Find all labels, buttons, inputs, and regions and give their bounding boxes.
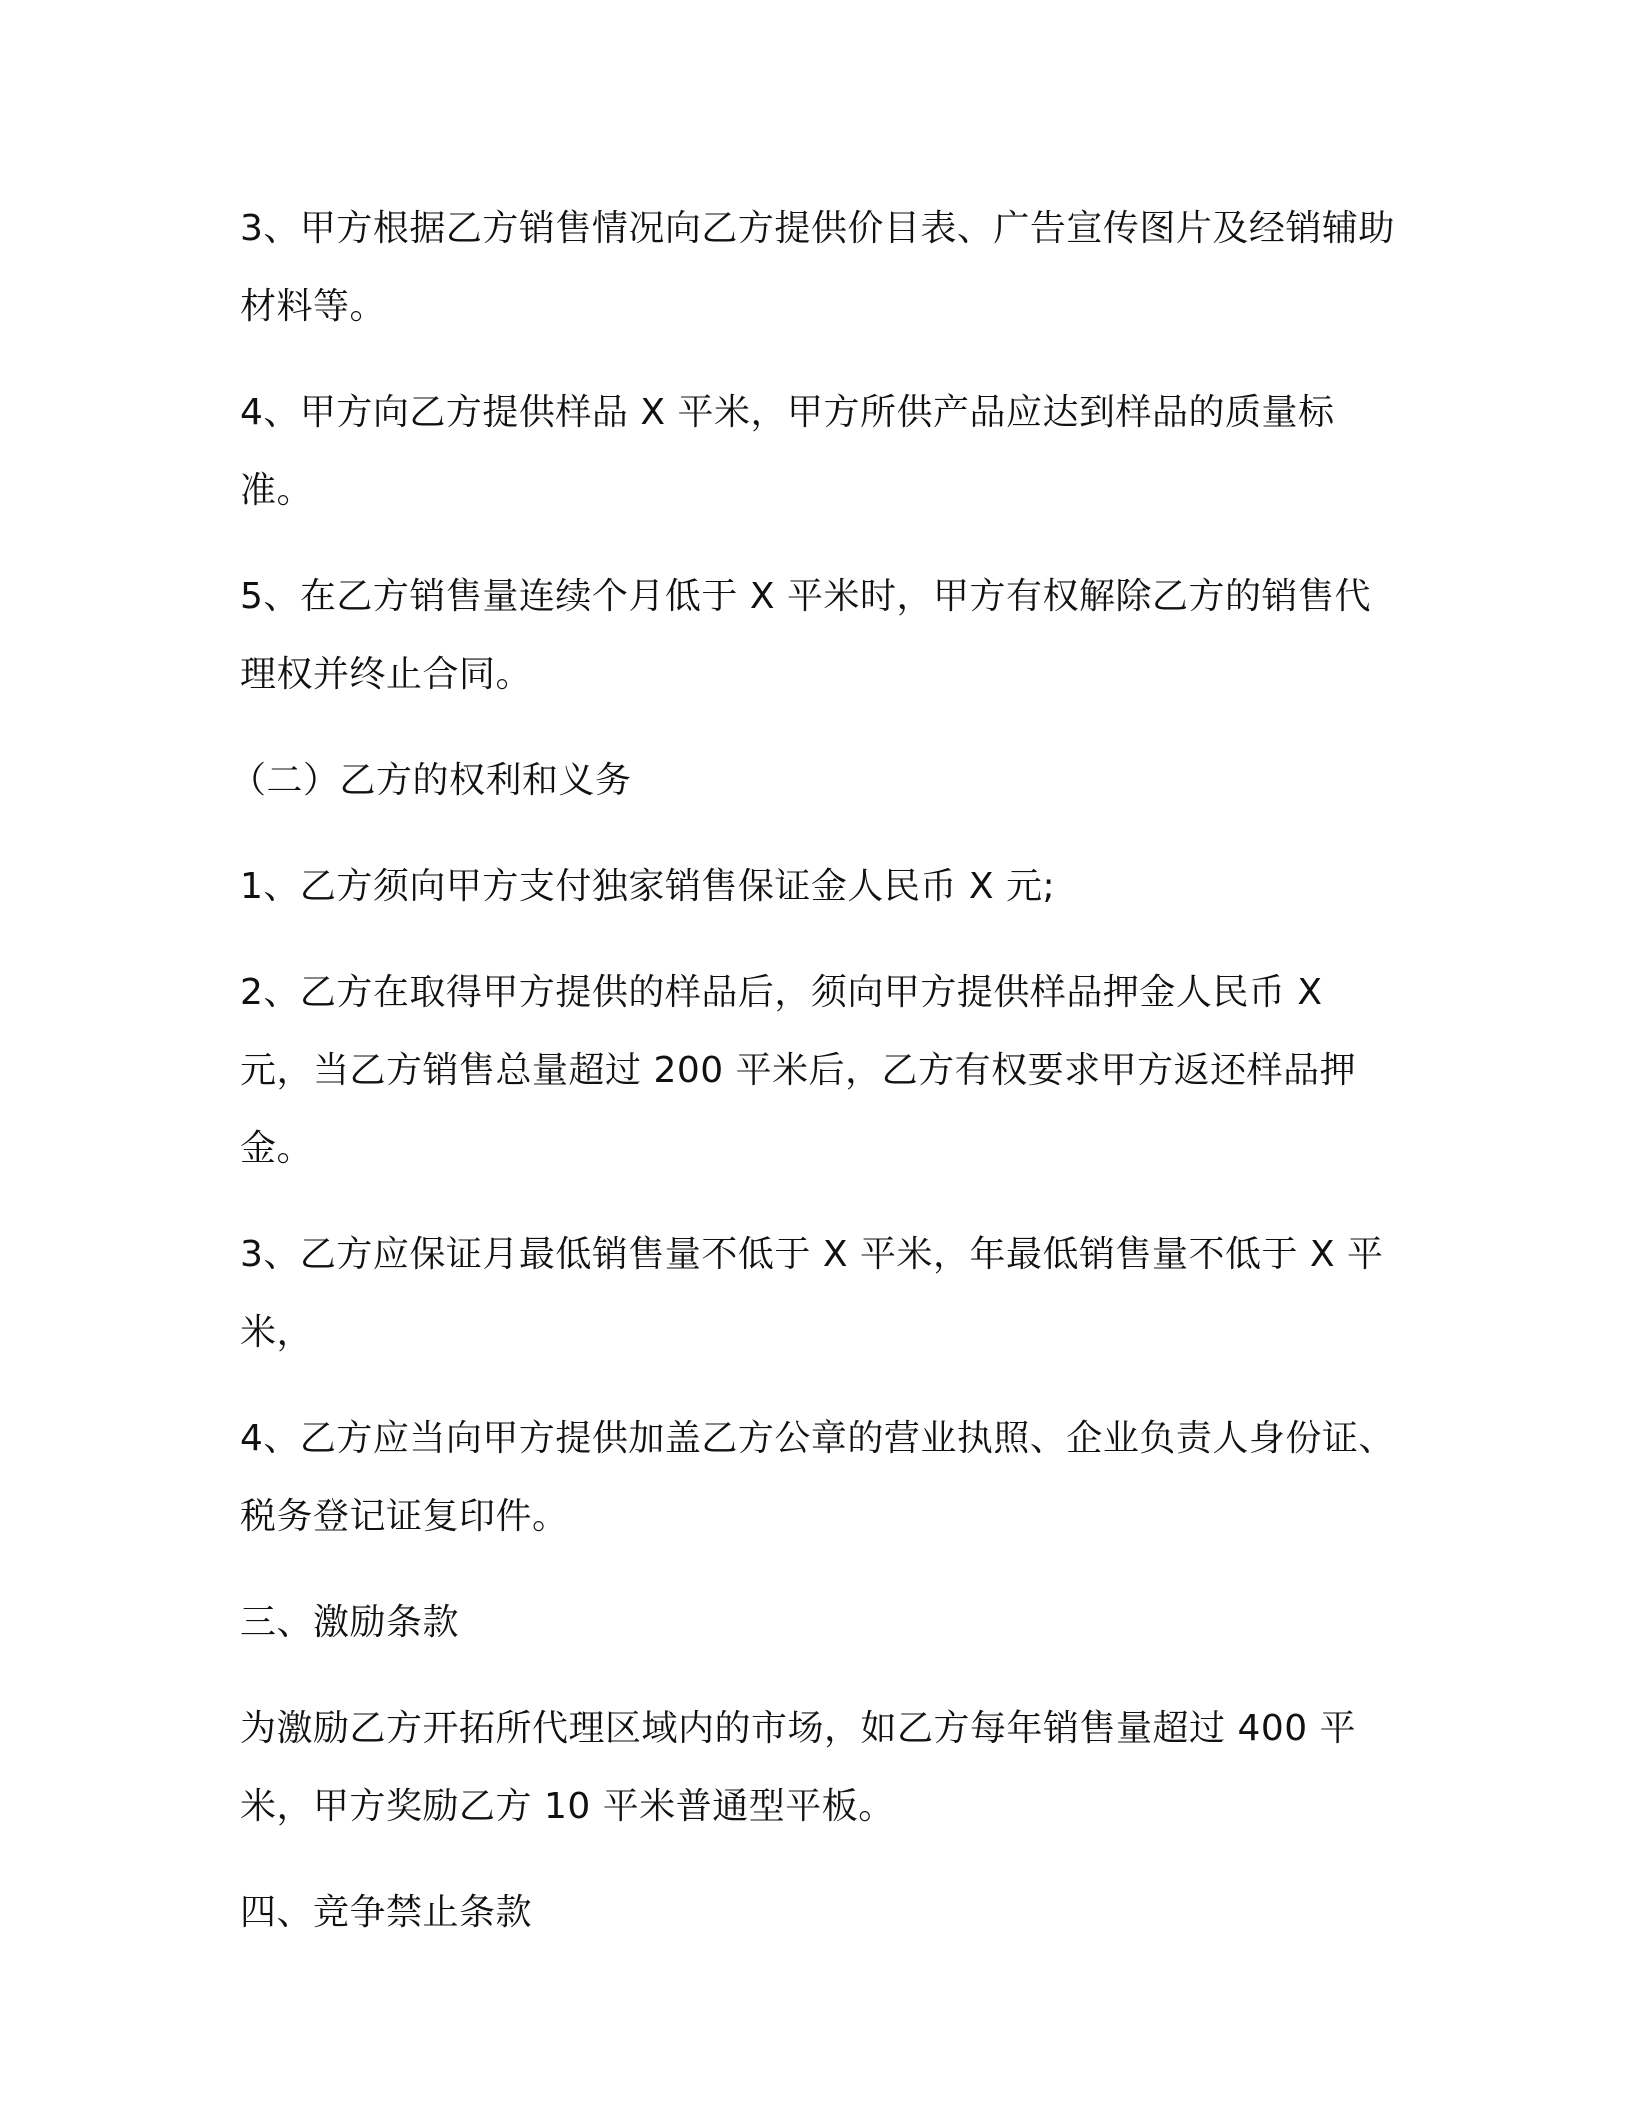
incentive-clause: 为激励乙方开拓所代理区域内的市场，如乙方每年销售量超过 400 平米，甲方奖励乙方 10 平米普通型平板。 [240, 1708, 1357, 1827]
clause-b2: 2、乙方在取得甲方提供的样品后，须向甲方提供样品押金人民币 X 元，当乙方销售总量超过 200 平米后，乙方有权要求甲方返还样品押金。 [240, 972, 1357, 1169]
document-body [230, 190, 1440, 1980]
section-heading-incentive: 三、激励条款 [240, 1602, 460, 1643]
clause-b4: 4、乙方应当向甲方提供加盖乙方公章的营业执照、企业负责人身份证、税务登记证复印件。 [240, 1418, 1395, 1537]
clause-b3: 3、乙方应保证月最低销售量不低于 X 平米，年最低销售量不低于 X 平米， [240, 1234, 1384, 1353]
section-heading-non-compete: 四、竞争禁止条款 [240, 1892, 533, 1933]
clause-a4: 4、甲方向乙方提供样品 X 平米，甲方所供产品应达到样品的质量标准。 [240, 392, 1335, 511]
section-heading-party-b: （二）乙方的权利和义务 [230, 760, 632, 801]
clause-a5: 5、在乙方销售量连续个月低于 X 平米时，甲方有权解除乙方的销售代理权并终止合同。 [240, 576, 1371, 695]
clause-a3: 3、甲方根据乙方销售情况向乙方提供价目表、广告宣传图片及经销辅助材料等。 [240, 208, 1395, 327]
clause-b1: 1、乙方须向甲方支付独家销售保证金人民币 X 元; [240, 866, 1056, 907]
